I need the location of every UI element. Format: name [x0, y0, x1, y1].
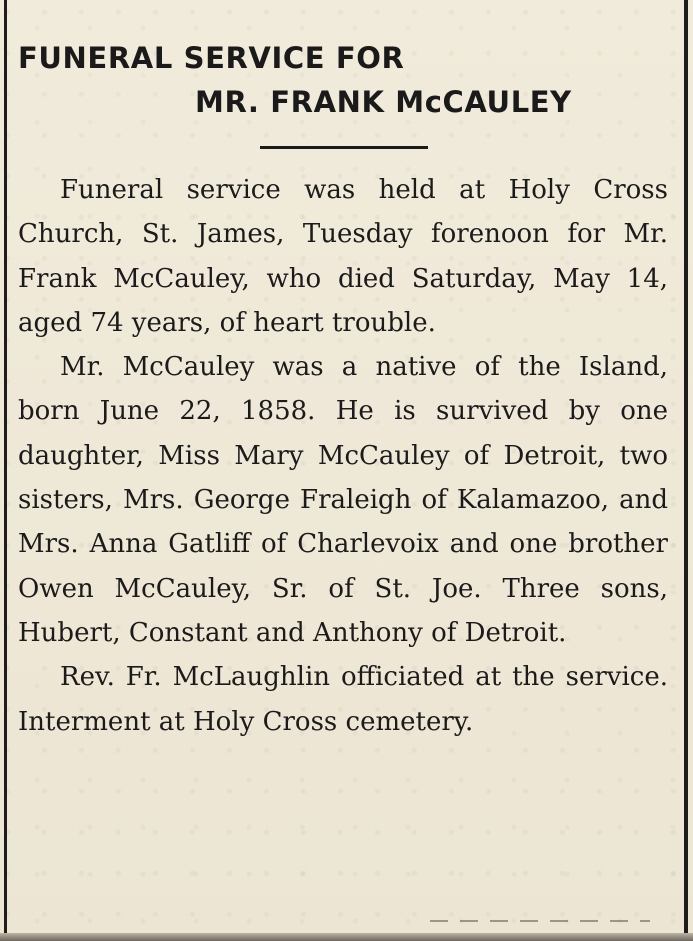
paragraph-interment: Rev. Fr. McLaughlin officiated at the service. Interment at Holy Cross cemetery. — [18, 662, 668, 737]
paragraph-service: Funeral service was held at Holy Cross Church, St. James, Tuesday forenoon for Mr. Frank McCauley, who died Saturday, May 14, aged 74 years, of heart trouble. — [18, 175, 668, 338]
print-specks — [430, 920, 650, 922]
clipping-right-border — [684, 0, 688, 941]
headline-line-1: FUNERAL SERVICE FOR — [18, 41, 405, 75]
headline — [18, 36, 668, 124]
clipping-bottom-edge — [0, 933, 693, 941]
paragraph-biography: Mr. McCauley was a native of the Island, born June 22, 1858. He is survived by one daughter, Miss Mary McCauley of Detroit, two sisters, Mrs. George Fraleigh of Kalamazoo, and Mrs. Anna Gatliff of Charlevoix and one brother Owen McCauley, Sr. of St. Joe. Three sons, Hubert, Constant and Anthony of Detroit. — [18, 352, 668, 648]
headline-line-2: MR. FRANK McCAULEY — [195, 85, 572, 119]
clipping-left-border — [4, 0, 7, 941]
headline-divider — [260, 146, 428, 149]
article-body — [18, 168, 668, 744]
